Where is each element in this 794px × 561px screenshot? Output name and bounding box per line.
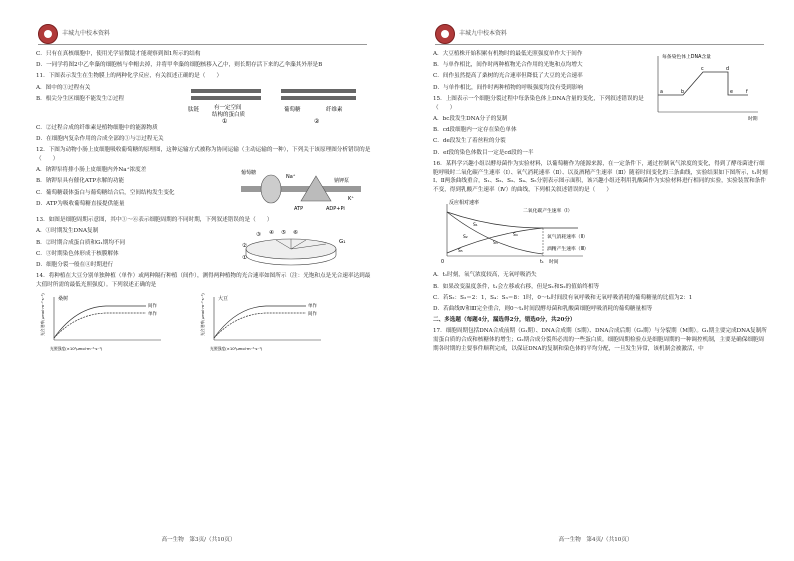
option: C．de段发生了着丝粒的分裂 — [433, 138, 506, 145]
membrane-reaction-figure — [186, 84, 366, 124]
svg-text:a: a — [660, 90, 663, 95]
svg-text:0: 0 — [441, 259, 445, 265]
right-page — [397, 0, 794, 561]
question-12-stem: 12．下图为动物小肠上皮细胞吸收葡萄糖的原理图，这种运输方式被称为协同运输（主动运输的一种），下列关于该原理图分析错误的是（ ） — [36, 147, 371, 162]
option: A．bc段发生DNA分子的复制 — [433, 115, 508, 122]
cell-cycle-figure — [236, 227, 356, 267]
option: D．ATP为吸收葡萄糖直接提供能量 — [36, 200, 125, 207]
svg-text:间作: 间作 — [308, 312, 317, 318]
option: D．细胞分裂一般在④时期进行 — [36, 262, 114, 269]
svg-text:S₄: S₄ — [513, 232, 518, 238]
fig-label: 结构的蛋白质 — [212, 111, 246, 118]
svg-text:S₂: S₂ — [463, 234, 468, 240]
option: A．大豆植株开始积累有机物时的最低光照强度单作大于间作 — [433, 51, 583, 57]
school-logo-icon — [38, 24, 58, 44]
school-logo-icon — [435, 24, 455, 44]
svg-text:Na⁺: Na⁺ — [286, 174, 296, 181]
svg-text:G₁: G₁ — [339, 239, 346, 246]
svg-text:ADP+Pi: ADP+Pi — [326, 206, 345, 213]
option: D．与单作相比，间作时两种植物的呼吸强度均没有受到影响 — [433, 84, 583, 91]
question-13-stem: 13．如图是细胞周期示意图，其中①～⑥表示细胞周期的不同时期，下列叙述错误的是（ ） — [36, 217, 273, 224]
option: B．钠钾泵具有催化ATP水解的功能 — [36, 178, 125, 185]
svg-text:e: e — [730, 90, 733, 95]
option: D．ef段的染色体数目一定是cd段的一半 — [433, 149, 534, 156]
option: D．若曲线Ⅳ和Ⅲ完全重合，则0～t₁时间段酵母菌和乳酸菌细胞呼吸消耗的葡萄糖量相等 — [433, 305, 653, 312]
svg-text:④: ④ — [269, 230, 274, 237]
option: C．②过程合成的纤维素是植物细胞中的能源物质 — [36, 124, 158, 131]
option: C．③时期染色体形成于核膜解体 — [36, 250, 119, 257]
svg-text:时期: 时期 — [748, 117, 758, 122]
svg-text:单作: 单作 — [148, 312, 157, 318]
svg-text:d: d — [726, 67, 730, 72]
fig-label: ① — [222, 117, 228, 124]
svg-text:K⁺: K⁺ — [348, 196, 354, 203]
question-14-stem: 14．将种植在大豆分别单独种植（单作）或两种隔行种植（间作），测得两种植物的光合速率如图所示（注：光饱和点是光合速率达到最大值时所需的最低光照强度）。下列叙述正确的是 — [36, 273, 371, 289]
respiration-rate-figure — [433, 198, 633, 268]
option: C．间作虽然提高了桑树的光合速率但降低了大豆的光合速率 — [433, 73, 583, 80]
right-body — [433, 50, 768, 356]
svg-text:氧气消耗速率（Ⅱ）: 氧气消耗速率（Ⅱ） — [547, 234, 588, 240]
svg-text:②: ② — [242, 243, 247, 250]
option: A．t₁时刻，氧气浓度较高，无氧呼吸消失 — [433, 272, 537, 279]
option: A．钠钾泵将排小肠上皮细胞内外Na⁺浓度差 — [36, 167, 147, 174]
option: B．如果改变温度条件，t₁会左移或右移，但是S₁和S₂的值始终相等 — [433, 283, 600, 290]
text-line: C．只有在真核细胞中，使用光学显微镜才能观察到图1所示的结构 — [36, 51, 201, 57]
option: D．在细胞内复杂作用的合成全部的①与②过程无关 — [36, 135, 164, 142]
page-footer: 高一生物 第4页/（共10页） — [558, 537, 633, 543]
fig-label: 肽链 — [188, 106, 200, 113]
page-header — [435, 22, 764, 45]
svg-text:钠钾泵: 钠钾泵 — [334, 178, 350, 185]
school-name: 丰城九中校本资料 — [62, 30, 111, 37]
svg-text:b: b — [681, 90, 685, 95]
question-11-stem: 11．下图表示发生在生物膜上的两种化学反应，有关叙述正确的是（ ） — [36, 73, 223, 80]
fig-label: 有一定空间 — [214, 104, 242, 111]
option: A．①时期发生DNA复制 — [36, 228, 99, 235]
page-header — [38, 22, 367, 45]
option: B．与单作相比，间作时两种植物光合作用的光饱和点均增大 — [433, 62, 583, 69]
text-line: D．一同学将图2中乙伞藻的细胞核与伞帽去掉，并将甲伞藻的细胞核移入乙中，则长期存活下来的乙伞藻其外形是B — [36, 62, 323, 69]
svg-text:大豆: 大豆 — [218, 296, 229, 303]
fig-label: ② — [314, 117, 320, 124]
svg-text:葡萄糖: 葡萄糖 — [241, 170, 257, 177]
svg-text:f: f — [746, 90, 748, 95]
svg-text:c: c — [701, 67, 704, 72]
svg-text:ATP: ATP — [294, 206, 304, 213]
question-15-stem: 15．上图表示一个细胞分裂过程中每条染色体上DNA含量的变化，下列叙述错误的是（ ） — [433, 95, 644, 111]
left-body — [36, 50, 371, 354]
svg-text:S₅: S₅ — [458, 248, 463, 254]
svg-text:光合速率(μmol·m⁻²·s⁻¹): 光合速率(μmol·m⁻²·s⁻¹) — [40, 293, 45, 337]
option: A．图中的①过程有关 — [36, 84, 91, 91]
svg-text:S₃: S₃ — [493, 240, 498, 246]
section-heading: 二、多选题（每题4分，漏选得2分，错选0分，共20分） — [433, 317, 576, 324]
glucose-transport-figure — [236, 166, 366, 216]
svg-text:每条染色体上DNA含量: 每条染色体上DNA含量 — [662, 55, 711, 60]
question-16-stem: 16．某科学兴趣小组以酵母菌作为实验材料，以葡萄糖作为能源来源，在一定条件下，通过控制氧气浓度的变化，得到了酵母菌进行细胞呼吸时二氧化碳产生速率（Ⅰ）、氧气消耗速率（Ⅱ）、以及酒精产生速率（Ⅲ）随着时间变化的三条曲线，实验结果如下图所示，t₁时刻Ⅰ、Ⅱ两条曲线重合，S₁、S₂、S₃、S₄、S₅分别表示图示面积，该兴趣小组还利用乳酸菌作为实验材料进行相同的实验，实验装置和条件不变，得到乳酸产生速率（Ⅳ）的曲线，下列相关叙述错误的是（ ） — [433, 160, 768, 194]
dna-content-figure — [648, 50, 763, 130]
svg-text:t₁: t₁ — [540, 259, 544, 265]
svg-text:③: ③ — [256, 232, 261, 239]
svg-text:间作: 间作 — [148, 304, 157, 310]
svg-text:①: ① — [242, 255, 247, 262]
svg-text:S₁: S₁ — [473, 222, 478, 228]
option: B．②时期合成蛋白质和G₁期均不同 — [36, 239, 126, 246]
option: C．若S₂：S₃＝2：1，S₄：S₃＝8：1时，0～t₁时间段有氧呼吸和无氧呼吸消耗的葡萄糖量的比值为2：1 — [433, 294, 693, 301]
svg-text:⑥: ⑥ — [293, 230, 298, 237]
svg-text:时间: 时间 — [549, 259, 559, 265]
svg-text:光合速率(μmol·m⁻²·s⁻¹): 光合速率(μmol·m⁻²·s⁻¹) — [200, 293, 205, 337]
soybean-chart — [196, 292, 326, 354]
option: C．葡萄糖载体蛋白与葡萄糖结合后，空间结构发生变化 — [36, 189, 175, 196]
svg-text:单作: 单作 — [308, 304, 317, 310]
school-name: 丰城九中校本资料 — [459, 30, 508, 37]
svg-text:⑤: ⑤ — [281, 230, 286, 237]
svg-text:二氧化碳产生速率（Ⅰ）: 二氧化碳产生速率（Ⅰ） — [523, 208, 573, 214]
option: B．cd段细胞内一定存在染色单体 — [433, 127, 517, 134]
svg-text:反应相对速率: 反应相对速率 — [449, 199, 480, 206]
svg-text:酒精产生速率（Ⅲ）: 酒精产生速率（Ⅲ） — [547, 246, 589, 252]
svg-text:光照强度(×10²μmol·m⁻²·s⁻¹): 光照强度(×10²μmol·m⁻²·s⁻¹) — [50, 346, 103, 352]
svg-text:光照强度(×10²μmol·m⁻²·s⁻¹): 光照强度(×10²μmol·m⁻²·s⁻¹) — [210, 346, 263, 352]
mulberry-chart — [36, 292, 166, 354]
page-footer: 高一生物 第3页/（共10页） — [161, 537, 236, 543]
option: B．根尖分生区细胞不能发生②过程 — [36, 95, 125, 102]
question-17-stem: 17．细胞周期包括DNA合成前期（G₁期）、DNA合成期（S期）、DNA合成后期（G₂期）与分裂期（M期）。G₁期主要完成DNA复制所需蛋白质的合成和核糖体的增生；G₂期合成分裂所必需的一些蛋白质。细胞周期检验点是细胞周期的一种调控机制，主要是确保细胞周期各时期的主要事件顺利完成，以保证DNA的复制和染色体的平均分配，一旦发生异常，该机制会被激活，中 — [433, 328, 767, 353]
fig-label: 纤维素 — [326, 106, 343, 113]
fig-label: 葡萄糖 — [284, 106, 301, 113]
svg-text:桑树: 桑树 — [58, 296, 69, 303]
